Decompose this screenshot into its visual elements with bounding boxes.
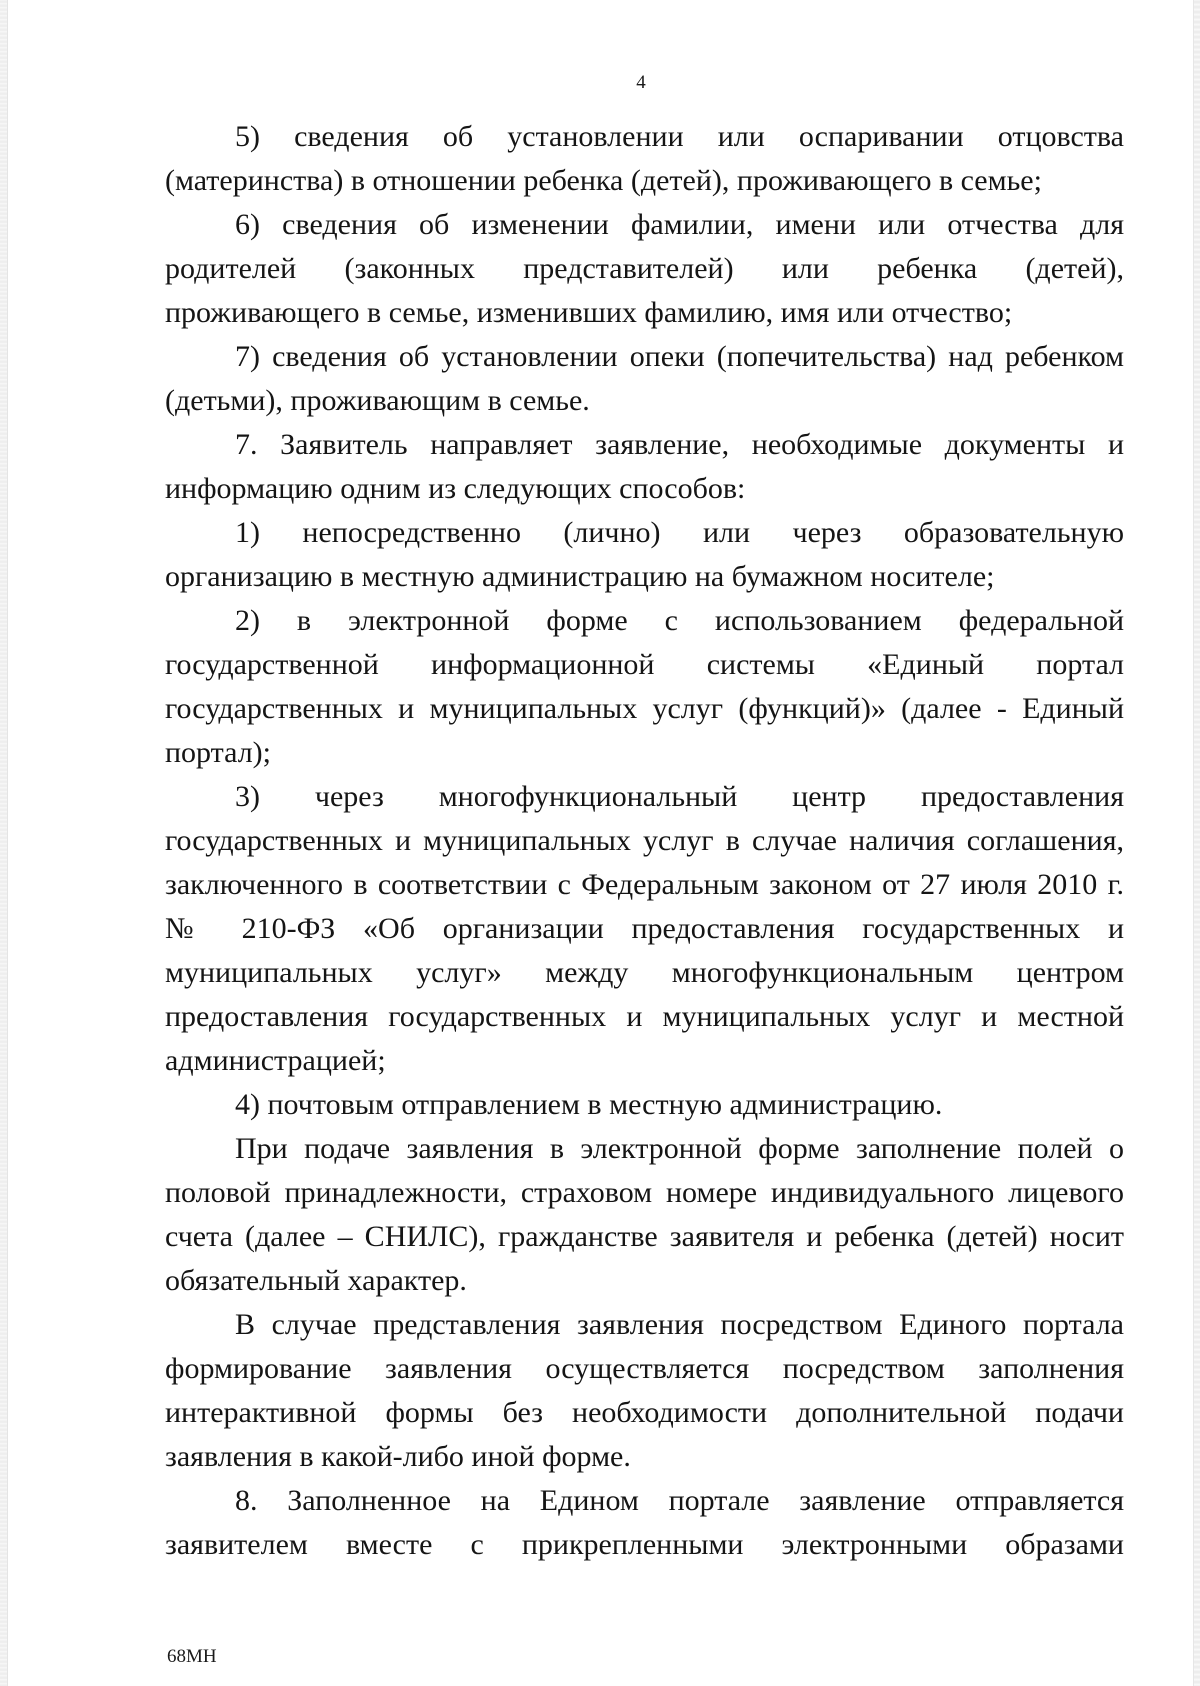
text-line: 7) сведения об установлении опеки (попечительства) над ребенком <box>235 340 1124 373</box>
text-line: заключенного в соответствии с Федеральным законом от 27 июля 2010 г. <box>165 868 1124 901</box>
text-line: обязательный характер. <box>165 1264 467 1297</box>
text-line: администрацией; <box>165 1044 386 1077</box>
text-line: (материнства) в отношении ребенка (детей), проживающего в семье; <box>165 164 1042 197</box>
document-body <box>165 115 1124 1567</box>
text-line: государственных и муниципальных услуг в случае наличия соглашения, <box>165 824 1124 857</box>
text-line: При подаче заявления в электронной форме заполнение полей о <box>235 1132 1124 1165</box>
scan-edge-right <box>1193 0 1200 1686</box>
text-line: 6) сведения об изменении фамилии, имени или отчества для <box>235 208 1124 241</box>
text-line: портал); <box>165 736 272 769</box>
text-line: 5) сведения об установлении или оспаривании отцовства <box>235 120 1124 153</box>
text-line: интерактивной формы без необходимости дополнительной подачи <box>165 1396 1124 1429</box>
text-line: проживающего в семье, изменивших фамилию, имя или отчество; <box>165 296 1013 329</box>
text-line: предоставления государственных и муниципальных услуг и местной <box>165 1000 1124 1033</box>
text-line: родителей (законных представителей) или ребенка (детей), <box>165 252 1124 285</box>
text-line: 8. Заполненное на Едином портале заявление отправляется <box>235 1484 1124 1517</box>
text-line: В случае представления заявления посредством Единого портала <box>235 1308 1124 1341</box>
text-line: заявления в какой-либо иной форме. <box>165 1440 631 1473</box>
text-line: муниципальных услуг» между многофункциональным центром <box>165 956 1124 989</box>
text-line: (детьми), проживающим в семье. <box>165 384 590 417</box>
page-number: 4 <box>636 72 646 93</box>
text-line: счета (далее – СНИЛС), гражданстве заявителя и ребенка (детей) носит <box>165 1220 1124 1253</box>
text-line: государственной информационной системы «Единый портал <box>165 648 1124 681</box>
text-line: № 210-ФЗ «Об организации предоставления государственных и <box>165 912 1124 945</box>
text-line: 1) непосредственно (лично) или через образовательную <box>235 516 1124 549</box>
text-line: 2) в электронной форме с использованием федеральной <box>235 604 1124 637</box>
text-line: 4) почтовым отправлением в местную администрацию. <box>235 1088 943 1121</box>
footer-document-code: 68МН <box>167 1646 217 1667</box>
text-line: половой принадлежности, страховом номере индивидуального лицевого <box>165 1176 1124 1209</box>
scan-edge-left <box>0 0 8 1686</box>
text-line: организацию в местную администрацию на бумажном носителе; <box>165 560 995 593</box>
text-line: формирование заявления осуществляется посредством заполнения <box>165 1352 1124 1385</box>
text-line: 3) через многофункциональный центр предоставления <box>235 780 1124 813</box>
text-line: государственных и муниципальных услуг (функций)» (далее - Единый <box>165 692 1124 725</box>
text-line: 7. Заявитель направляет заявление, необходимые документы и <box>235 428 1124 461</box>
text-line: заявителем вместе с прикрепленными электронными образами <box>165 1528 1124 1561</box>
text-line: информацию одним из следующих способов: <box>165 472 746 505</box>
